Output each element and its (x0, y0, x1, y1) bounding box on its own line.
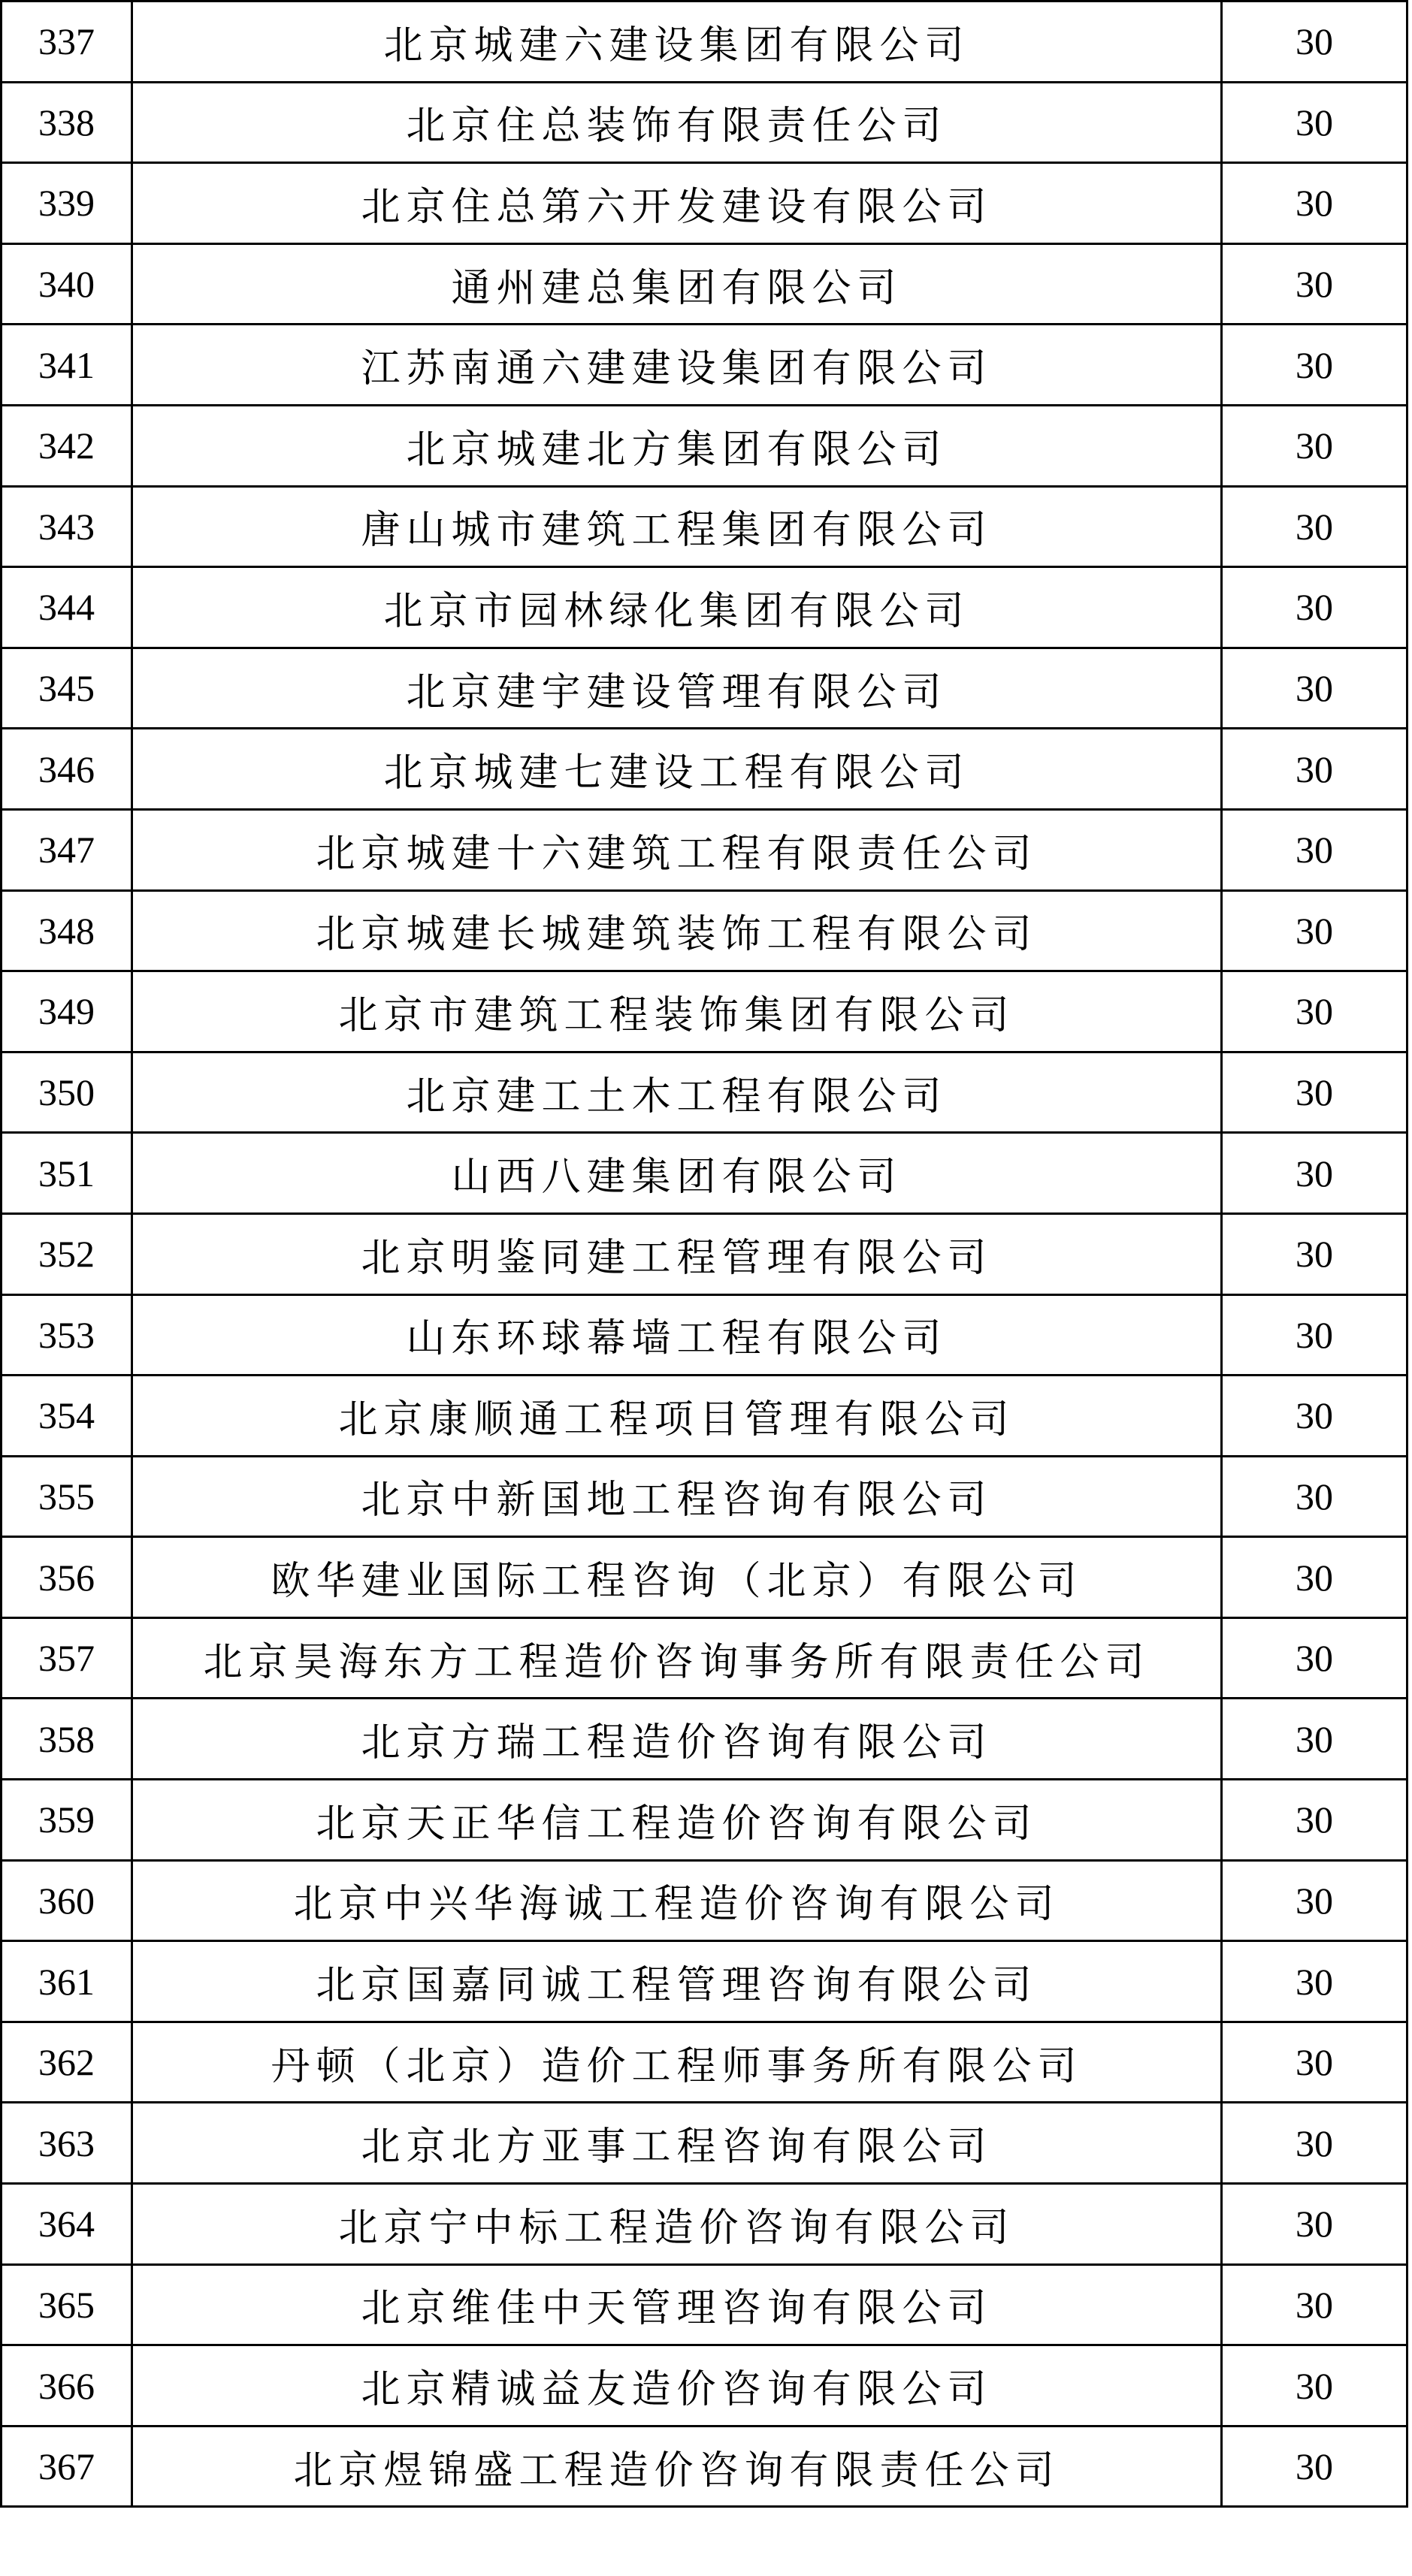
company-name-cell: 北京中新国地工程咨询有限公司 (132, 1456, 1222, 1537)
score-cell: 30 (1222, 648, 1407, 729)
score-cell: 30 (1222, 2345, 1407, 2427)
table-row (2, 1456, 1407, 1537)
row-number-cell: 358 (2, 1699, 132, 1780)
company-name-cell: 北京城建长城建筑装饰工程有限公司 (132, 890, 1222, 971)
company-name-cell: 北京城建七建设工程有限公司 (132, 729, 1222, 810)
score-cell: 30 (1222, 1617, 1407, 1699)
table-row (2, 2345, 1407, 2427)
score-cell: 30 (1222, 1376, 1407, 1457)
table-row (2, 1376, 1407, 1457)
score-cell: 30 (1222, 325, 1407, 406)
row-number-cell: 366 (2, 2345, 132, 2427)
score-cell: 30 (1222, 2184, 1407, 2265)
table-row (2, 405, 1407, 486)
company-name-cell: 北京城建北方集团有限公司 (132, 405, 1222, 486)
row-number-cell: 348 (2, 890, 132, 971)
table-row (2, 2184, 1407, 2265)
company-name-cell: 北京住总第六开发建设有限公司 (132, 163, 1222, 244)
row-number-cell: 337 (2, 2, 132, 83)
row-number-cell: 355 (2, 1456, 132, 1537)
row-number-cell: 360 (2, 1860, 132, 1941)
company-name-cell: 北京方瑞工程造价咨询有限公司 (132, 1699, 1222, 1780)
row-number-cell: 361 (2, 1941, 132, 2022)
score-cell: 30 (1222, 2022, 1407, 2103)
row-number-cell: 363 (2, 2103, 132, 2184)
score-cell: 30 (1222, 243, 1407, 325)
table-row (2, 1780, 1407, 1861)
row-number-cell: 351 (2, 1133, 132, 1214)
company-name-cell: 北京建宇建设管理有限公司 (132, 648, 1222, 729)
row-number-cell: 362 (2, 2022, 132, 2103)
score-cell: 30 (1222, 890, 1407, 971)
row-number-cell: 354 (2, 1376, 132, 1457)
score-cell: 30 (1222, 1213, 1407, 1294)
score-cell: 30 (1222, 1941, 1407, 2022)
table-row (2, 1537, 1407, 1618)
score-cell: 30 (1222, 1699, 1407, 1780)
company-name-cell: 北京昊海东方工程造价咨询事务所有限责任公司 (132, 1617, 1222, 1699)
table-row (2, 2426, 1407, 2507)
score-cell: 30 (1222, 1537, 1407, 1618)
company-name-cell: 丹顿（北京）造价工程师事务所有限公司 (132, 2022, 1222, 2103)
row-number-cell: 359 (2, 1780, 132, 1861)
score-cell: 30 (1222, 1294, 1407, 1376)
score-cell: 30 (1222, 163, 1407, 244)
table-row (2, 243, 1407, 325)
company-name-cell: 北京市园林绿化集团有限公司 (132, 567, 1222, 648)
company-name-cell: 北京煜锦盛工程造价咨询有限责任公司 (132, 2426, 1222, 2507)
company-name-cell: 江苏南通六建建设集团有限公司 (132, 325, 1222, 406)
table-row (2, 1294, 1407, 1376)
score-cell: 30 (1222, 1860, 1407, 1941)
table-row (2, 809, 1407, 890)
table-row (2, 2103, 1407, 2184)
table-row (2, 1133, 1407, 1214)
table-row (2, 648, 1407, 729)
row-number-cell: 345 (2, 648, 132, 729)
table-row (2, 729, 1407, 810)
table-row (2, 2264, 1407, 2345)
score-cell: 30 (1222, 2426, 1407, 2507)
company-name-cell: 北京住总装饰有限责任公司 (132, 82, 1222, 163)
company-name-cell: 山东环球幕墙工程有限公司 (132, 1294, 1222, 1376)
table-row (2, 1699, 1407, 1780)
row-number-cell: 342 (2, 405, 132, 486)
table-row (2, 2022, 1407, 2103)
table-row (2, 1617, 1407, 1699)
score-cell: 30 (1222, 1456, 1407, 1537)
score-cell: 30 (1222, 567, 1407, 648)
table-row (2, 1052, 1407, 1133)
table-row (2, 890, 1407, 971)
table-row (2, 1941, 1407, 2022)
score-cell: 30 (1222, 405, 1407, 486)
company-name-cell: 北京中兴华海诚工程造价咨询有限公司 (132, 1860, 1222, 1941)
score-cell: 30 (1222, 2264, 1407, 2345)
score-cell: 30 (1222, 1052, 1407, 1133)
company-name-cell: 通州建总集团有限公司 (132, 243, 1222, 325)
company-name-cell: 北京宁中标工程造价咨询有限公司 (132, 2184, 1222, 2265)
company-name-cell: 北京北方亚事工程咨询有限公司 (132, 2103, 1222, 2184)
company-name-cell: 北京建工土木工程有限公司 (132, 1052, 1222, 1133)
row-number-cell: 352 (2, 1213, 132, 1294)
table-row (2, 1860, 1407, 1941)
row-number-cell: 343 (2, 486, 132, 567)
score-cell: 30 (1222, 971, 1407, 1052)
score-cell: 30 (1222, 729, 1407, 810)
row-number-cell: 357 (2, 1617, 132, 1699)
company-name-cell: 山西八建集团有限公司 (132, 1133, 1222, 1214)
company-name-cell: 北京城建十六建筑工程有限责任公司 (132, 809, 1222, 890)
table-row (2, 2, 1407, 83)
row-number-cell: 341 (2, 325, 132, 406)
table-row (2, 971, 1407, 1052)
company-name-cell: 北京精诚益友造价咨询有限公司 (132, 2345, 1222, 2427)
row-number-cell: 347 (2, 809, 132, 890)
row-number-cell: 356 (2, 1537, 132, 1618)
score-cell: 30 (1222, 486, 1407, 567)
score-cell: 30 (1222, 1133, 1407, 1214)
company-name-cell: 北京明鉴同建工程管理有限公司 (132, 1213, 1222, 1294)
table-body (2, 2, 1407, 2507)
row-number-cell: 350 (2, 1052, 132, 1133)
score-cell: 30 (1222, 82, 1407, 163)
table-row (2, 325, 1407, 406)
row-number-cell: 367 (2, 2426, 132, 2507)
company-name-cell: 北京天正华信工程造价咨询有限公司 (132, 1780, 1222, 1861)
row-number-cell: 365 (2, 2264, 132, 2345)
company-name-cell: 北京维佳中天管理咨询有限公司 (132, 2264, 1222, 2345)
company-name-cell: 欧华建业国际工程咨询（北京）有限公司 (132, 1537, 1222, 1618)
row-number-cell: 339 (2, 163, 132, 244)
row-number-cell: 340 (2, 243, 132, 325)
company-name-cell: 北京国嘉同诚工程管理咨询有限公司 (132, 1941, 1222, 2022)
table-row (2, 82, 1407, 163)
company-name-cell: 北京康顺通工程项目管理有限公司 (132, 1376, 1222, 1457)
company-name-cell: 北京市建筑工程装饰集团有限公司 (132, 971, 1222, 1052)
company-name-cell: 唐山城市建筑工程集团有限公司 (132, 486, 1222, 567)
row-number-cell: 344 (2, 567, 132, 648)
table-row (2, 567, 1407, 648)
table-row (2, 163, 1407, 244)
table-row (2, 1213, 1407, 1294)
row-number-cell: 346 (2, 729, 132, 810)
score-cell: 30 (1222, 2, 1407, 83)
score-cell: 30 (1222, 1780, 1407, 1861)
table-row (2, 486, 1407, 567)
row-number-cell: 338 (2, 82, 132, 163)
row-number-cell: 353 (2, 1294, 132, 1376)
company-name-cell: 北京城建六建设集团有限公司 (132, 2, 1222, 83)
score-cell: 30 (1222, 2103, 1407, 2184)
row-number-cell: 364 (2, 2184, 132, 2265)
row-number-cell: 349 (2, 971, 132, 1052)
score-cell: 30 (1222, 809, 1407, 890)
